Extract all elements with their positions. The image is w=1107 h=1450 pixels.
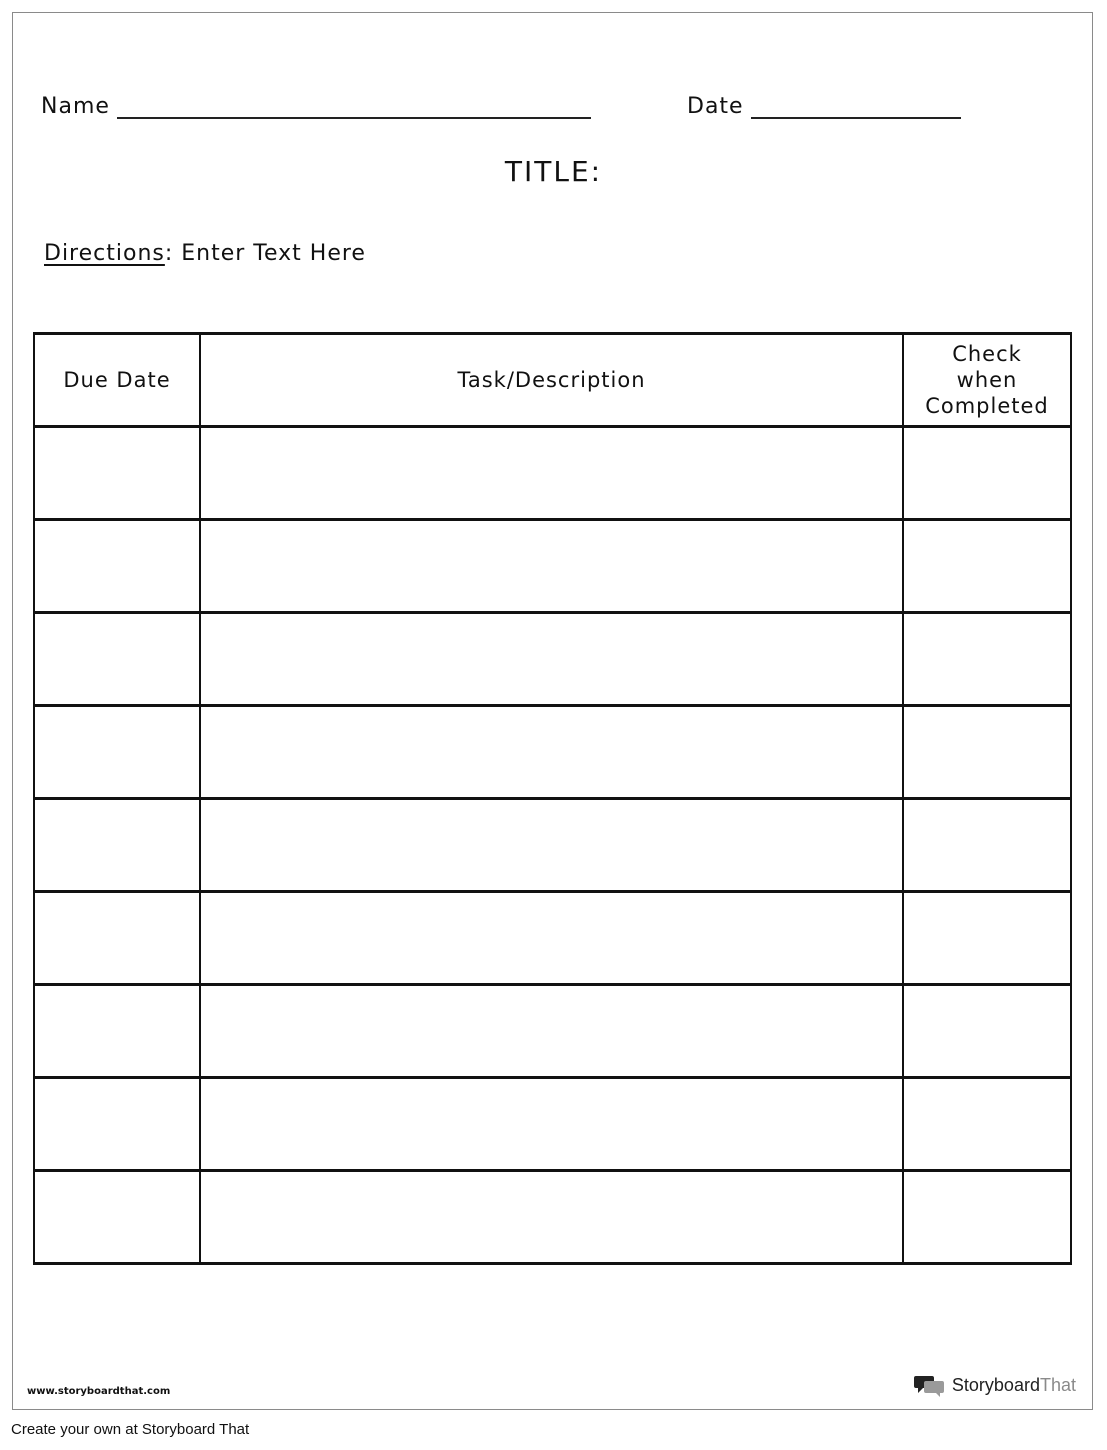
directions bbox=[44, 241, 366, 266]
name-label: Name bbox=[41, 94, 110, 119]
table-row bbox=[34, 1171, 1071, 1264]
due-date-cell[interactable] bbox=[34, 520, 200, 613]
due-date-cell[interactable] bbox=[34, 1078, 200, 1171]
brand-name-storyboard: Storyboard bbox=[951, 1374, 1040, 1395]
table-row bbox=[34, 1078, 1071, 1171]
check-completed-cell[interactable] bbox=[903, 427, 1071, 520]
date-field bbox=[687, 93, 961, 119]
check-completed-cell[interactable] bbox=[903, 985, 1071, 1078]
directions-text: : Enter Text Here bbox=[164, 241, 366, 266]
speech-bubbles-icon bbox=[914, 1373, 946, 1397]
due-date-cell[interactable] bbox=[34, 799, 200, 892]
website-url: www.storyboardthat.com bbox=[27, 1386, 171, 1397]
date-label: Date bbox=[687, 94, 744, 119]
brand-name-that: That bbox=[1039, 1374, 1076, 1395]
check-completed-cell[interactable] bbox=[903, 613, 1071, 706]
directions-label: Directions bbox=[44, 241, 165, 266]
due-date-cell[interactable] bbox=[34, 427, 200, 520]
check-completed-cell[interactable] bbox=[903, 799, 1071, 892]
task-description-cell[interactable] bbox=[200, 1078, 903, 1171]
check-completed-label: Check when Completed bbox=[925, 342, 1049, 418]
due-date-cell[interactable] bbox=[34, 892, 200, 985]
check-completed-cell[interactable] bbox=[903, 520, 1071, 613]
due-date-cell[interactable] bbox=[34, 706, 200, 799]
storyboardthat-logo bbox=[914, 1373, 1076, 1397]
task-description-cell[interactable] bbox=[200, 985, 903, 1078]
task-description-cell[interactable] bbox=[200, 520, 903, 613]
task-table-body bbox=[34, 427, 1071, 1264]
check-completed-header bbox=[903, 334, 1071, 427]
name-blank-line[interactable] bbox=[117, 93, 591, 119]
task-description-cell[interactable] bbox=[200, 799, 903, 892]
table-row bbox=[34, 520, 1071, 613]
task-table bbox=[33, 332, 1072, 1265]
task-description-cell[interactable] bbox=[200, 427, 903, 520]
due-date-cell[interactable] bbox=[34, 1171, 200, 1264]
task-description-cell[interactable] bbox=[200, 706, 903, 799]
task-description-cell[interactable] bbox=[200, 613, 903, 706]
due-date-cell[interactable] bbox=[34, 985, 200, 1078]
task-description-cell[interactable] bbox=[200, 1171, 903, 1264]
table-row bbox=[34, 799, 1071, 892]
name-field bbox=[41, 93, 591, 119]
check-completed-cell[interactable] bbox=[903, 1078, 1071, 1171]
task-description-cell[interactable] bbox=[200, 892, 903, 985]
table-row bbox=[34, 427, 1071, 520]
create-your-own-link[interactable]: Create your own at Storyboard That bbox=[11, 1421, 250, 1438]
due-date-cell[interactable] bbox=[34, 613, 200, 706]
table-header-row bbox=[34, 334, 1071, 427]
table-row bbox=[34, 706, 1071, 799]
check-completed-cell[interactable] bbox=[903, 1171, 1071, 1264]
table-row bbox=[34, 985, 1071, 1078]
check-completed-cell[interactable] bbox=[903, 892, 1071, 985]
table-row bbox=[34, 613, 1071, 706]
task-description-header: Task/Description bbox=[200, 334, 903, 427]
due-date-header: Due Date bbox=[34, 334, 200, 427]
date-blank-line[interactable] bbox=[751, 93, 961, 119]
worksheet-page bbox=[12, 12, 1093, 1410]
table-row bbox=[34, 892, 1071, 985]
check-completed-cell[interactable] bbox=[903, 706, 1071, 799]
worksheet-title: TITLE: bbox=[504, 155, 603, 188]
